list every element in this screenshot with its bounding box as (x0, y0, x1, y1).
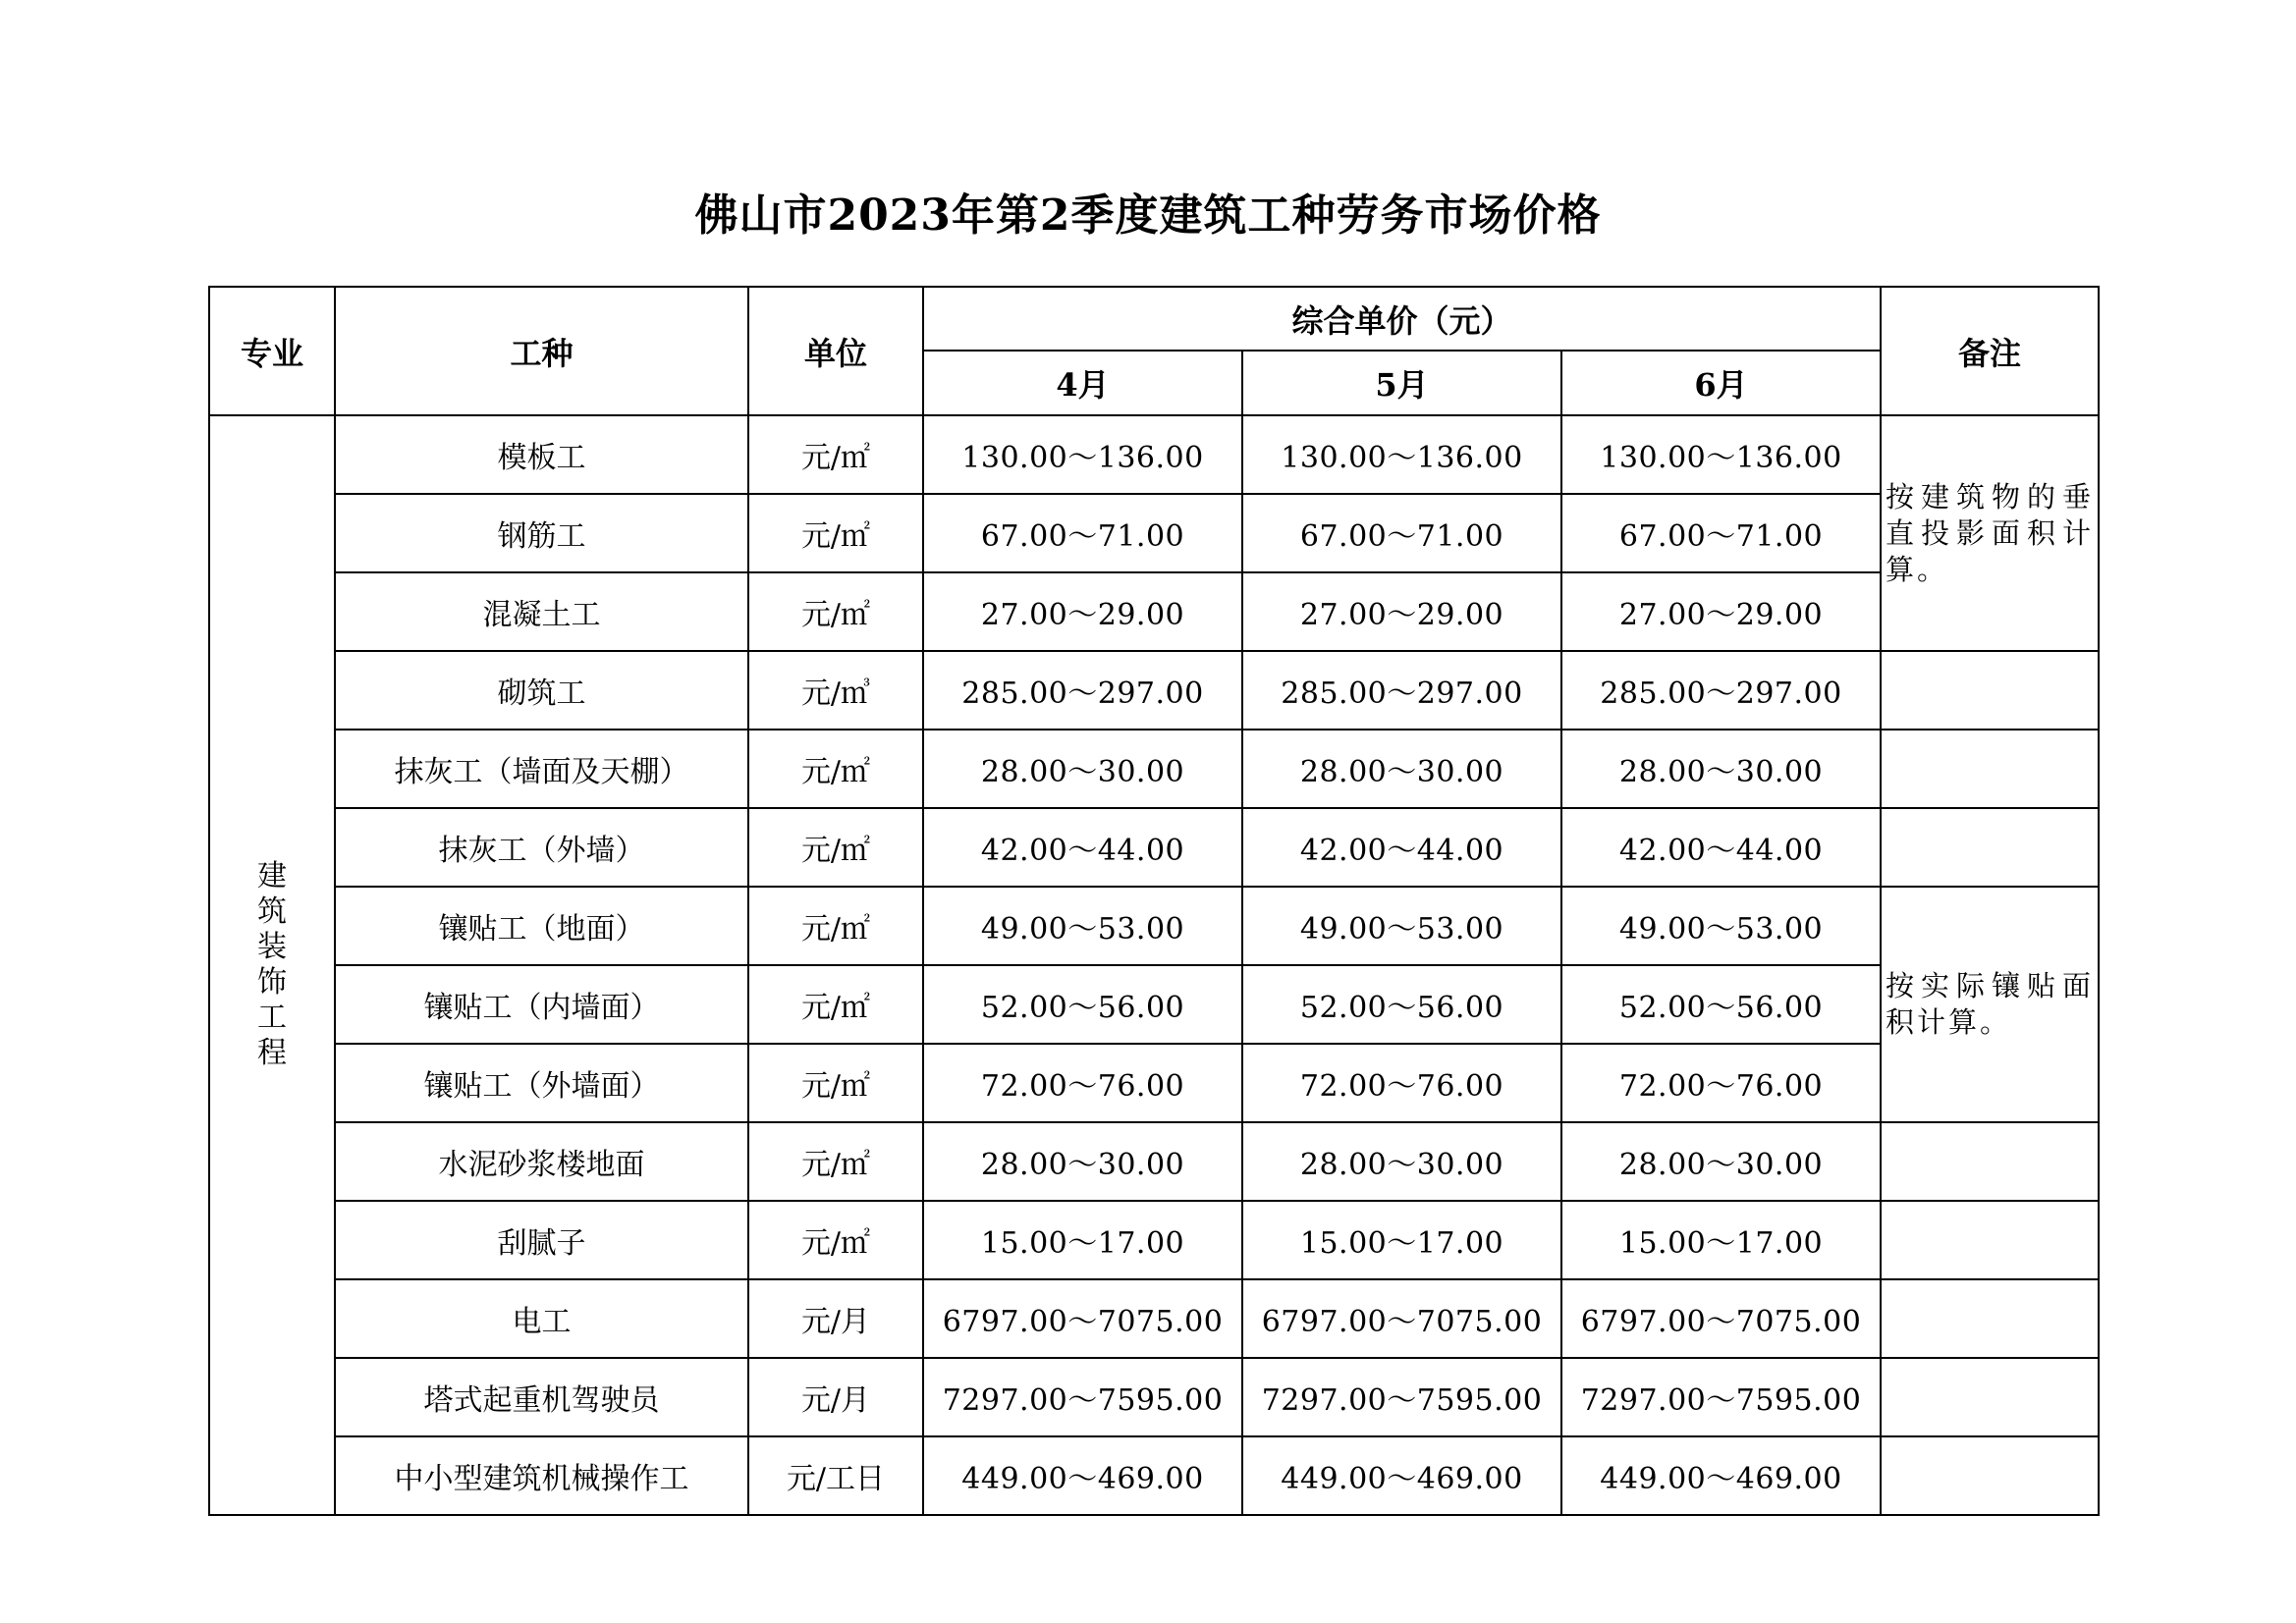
unit-cell: 元/㎡ (748, 887, 923, 965)
remarks-cell-empty (1881, 1279, 2099, 1358)
price-cell: 7297.00～7595.00 (923, 1358, 1242, 1436)
table-row (209, 1044, 2099, 1122)
unit-cell: 元/㎡ (748, 494, 923, 572)
unit-cell: 元/月 (748, 1279, 923, 1358)
price-cell: 27.00～29.00 (1561, 572, 1881, 651)
table-row (209, 1279, 2099, 1358)
unit-cell: 元/㎡ (748, 730, 923, 808)
table-row (209, 730, 2099, 808)
price-cell: 72.00～76.00 (1242, 1044, 1561, 1122)
table-row (209, 808, 2099, 887)
table-row (209, 965, 2099, 1044)
price-cell: 449.00～469.00 (1561, 1436, 1881, 1515)
header-specialty: 专业 (209, 287, 335, 415)
specialty-char: 饰 (257, 965, 287, 1000)
price-cell: 449.00～469.00 (1242, 1436, 1561, 1515)
trade-cell: 镶贴工（内墙面） (335, 965, 748, 1044)
unit-cell: 元/㎡ (748, 415, 923, 494)
remarks-cell: 按建筑物的垂直投影面积计算。 (1881, 415, 2099, 651)
table-row (209, 1358, 2099, 1436)
unit-cell: 元/㎥ (748, 651, 923, 730)
remarks-cell-empty (1881, 1201, 2099, 1279)
specialty-char: 工 (257, 1001, 287, 1035)
specialty-char: 筑 (257, 894, 287, 929)
table-row (209, 1122, 2099, 1201)
trade-cell: 中小型建筑机械操作工 (335, 1436, 748, 1515)
price-cell: 28.00～30.00 (1561, 730, 1881, 808)
price-cell: 72.00～76.00 (923, 1044, 1242, 1122)
table-row (209, 572, 2099, 651)
trade-cell: 水泥砂浆楼地面 (335, 1122, 748, 1201)
price-cell: 15.00～17.00 (1242, 1201, 1561, 1279)
table-row (209, 1436, 2099, 1515)
price-cell: 6797.00～7075.00 (1242, 1279, 1561, 1358)
trade-cell: 镶贴工（地面） (335, 887, 748, 965)
unit-cell: 元/月 (748, 1358, 923, 1436)
trade-cell: 刮腻子 (335, 1201, 748, 1279)
remarks-cell-empty (1881, 808, 2099, 887)
specialty-char: 程 (257, 1036, 287, 1070)
price-cell: 6797.00～7075.00 (1561, 1279, 1881, 1358)
table-row (209, 651, 2099, 730)
unit-cell: 元/㎡ (748, 965, 923, 1044)
price-table (208, 286, 2100, 1516)
price-cell: 42.00～44.00 (1561, 808, 1881, 887)
table-row (209, 887, 2099, 965)
header-unit: 单位 (748, 287, 923, 415)
price-cell: 130.00～136.00 (1242, 415, 1561, 494)
price-cell: 27.00～29.00 (1242, 572, 1561, 651)
price-cell: 42.00～44.00 (923, 808, 1242, 887)
page-title: 佛山市2023年第2季度建筑工种劳务市场价格 (694, 190, 1602, 241)
unit-cell: 元/㎡ (748, 1122, 923, 1201)
specialty-char: 装 (257, 930, 287, 964)
header-month: 6月 (1561, 351, 1881, 415)
price-cell: 285.00～297.00 (1242, 651, 1561, 730)
trade-cell: 模板工 (335, 415, 748, 494)
unit-cell: 元/工日 (748, 1436, 923, 1515)
price-cell: 28.00～30.00 (1561, 1122, 1881, 1201)
price-cell: 28.00～30.00 (1242, 1122, 1561, 1201)
price-cell: 15.00～17.00 (1561, 1201, 1881, 1279)
price-cell: 130.00～136.00 (1561, 415, 1881, 494)
price-cell: 52.00～56.00 (1561, 965, 1881, 1044)
unit-cell: 元/㎡ (748, 572, 923, 651)
price-cell: 6797.00～7075.00 (923, 1279, 1242, 1358)
remarks-cell-empty (1881, 651, 2099, 730)
table-row (209, 1201, 2099, 1279)
trade-cell: 塔式起重机驾驶员 (335, 1358, 748, 1436)
price-cell: 67.00～71.00 (923, 494, 1242, 572)
trade-cell: 电工 (335, 1279, 748, 1358)
trade-cell: 抹灰工（外墙） (335, 808, 748, 887)
price-cell: 28.00～30.00 (923, 1122, 1242, 1201)
price-cell: 285.00～297.00 (1561, 651, 1881, 730)
specialty-cell (209, 415, 335, 1515)
trade-cell: 混凝土工 (335, 572, 748, 651)
header-month: 5月 (1242, 351, 1561, 415)
price-cell: 72.00～76.00 (1561, 1044, 1881, 1122)
price-cell: 52.00～56.00 (1242, 965, 1561, 1044)
header-remarks: 备注 (1881, 287, 2099, 415)
header-price-group: 综合单价（元） (923, 287, 1881, 351)
trade-cell: 镶贴工（外墙面） (335, 1044, 748, 1122)
table-row (209, 415, 2099, 494)
price-cell: 28.00～30.00 (923, 730, 1242, 808)
price-cell: 28.00～30.00 (1242, 730, 1561, 808)
table-body (209, 415, 2099, 1515)
price-cell: 67.00～71.00 (1242, 494, 1561, 572)
price-cell: 67.00～71.00 (1561, 494, 1881, 572)
price-cell: 49.00～53.00 (1242, 887, 1561, 965)
price-cell: 130.00～136.00 (923, 415, 1242, 494)
price-cell: 49.00～53.00 (923, 887, 1242, 965)
price-cell: 27.00～29.00 (923, 572, 1242, 651)
specialty-char: 建 (257, 859, 287, 893)
price-cell: 42.00～44.00 (1242, 808, 1561, 887)
remarks-cell-empty (1881, 1122, 2099, 1201)
price-cell: 52.00～56.00 (923, 965, 1242, 1044)
unit-cell: 元/㎡ (748, 1201, 923, 1279)
trade-cell: 抹灰工（墙面及天棚） (335, 730, 748, 808)
header-row (209, 287, 2099, 351)
unit-cell: 元/㎡ (748, 1044, 923, 1122)
price-cell: 15.00～17.00 (923, 1201, 1242, 1279)
remarks-cell-empty (1881, 1436, 2099, 1515)
header-month: 4月 (923, 351, 1242, 415)
trade-cell: 钢筋工 (335, 494, 748, 572)
remarks-cell-empty (1881, 730, 2099, 808)
price-cell: 7297.00～7595.00 (1561, 1358, 1881, 1436)
remarks-cell: 按实际镶贴面积计算。 (1881, 887, 2099, 1122)
unit-cell: 元/㎡ (748, 808, 923, 887)
remarks-cell-empty (1881, 1358, 2099, 1436)
price-cell: 49.00～53.00 (1561, 887, 1881, 965)
header-trade: 工种 (335, 287, 748, 415)
price-cell: 449.00～469.00 (923, 1436, 1242, 1515)
price-cell: 7297.00～7595.00 (1242, 1358, 1561, 1436)
price-cell: 285.00～297.00 (923, 651, 1242, 730)
trade-cell: 砌筑工 (335, 651, 748, 730)
table-row (209, 494, 2099, 572)
